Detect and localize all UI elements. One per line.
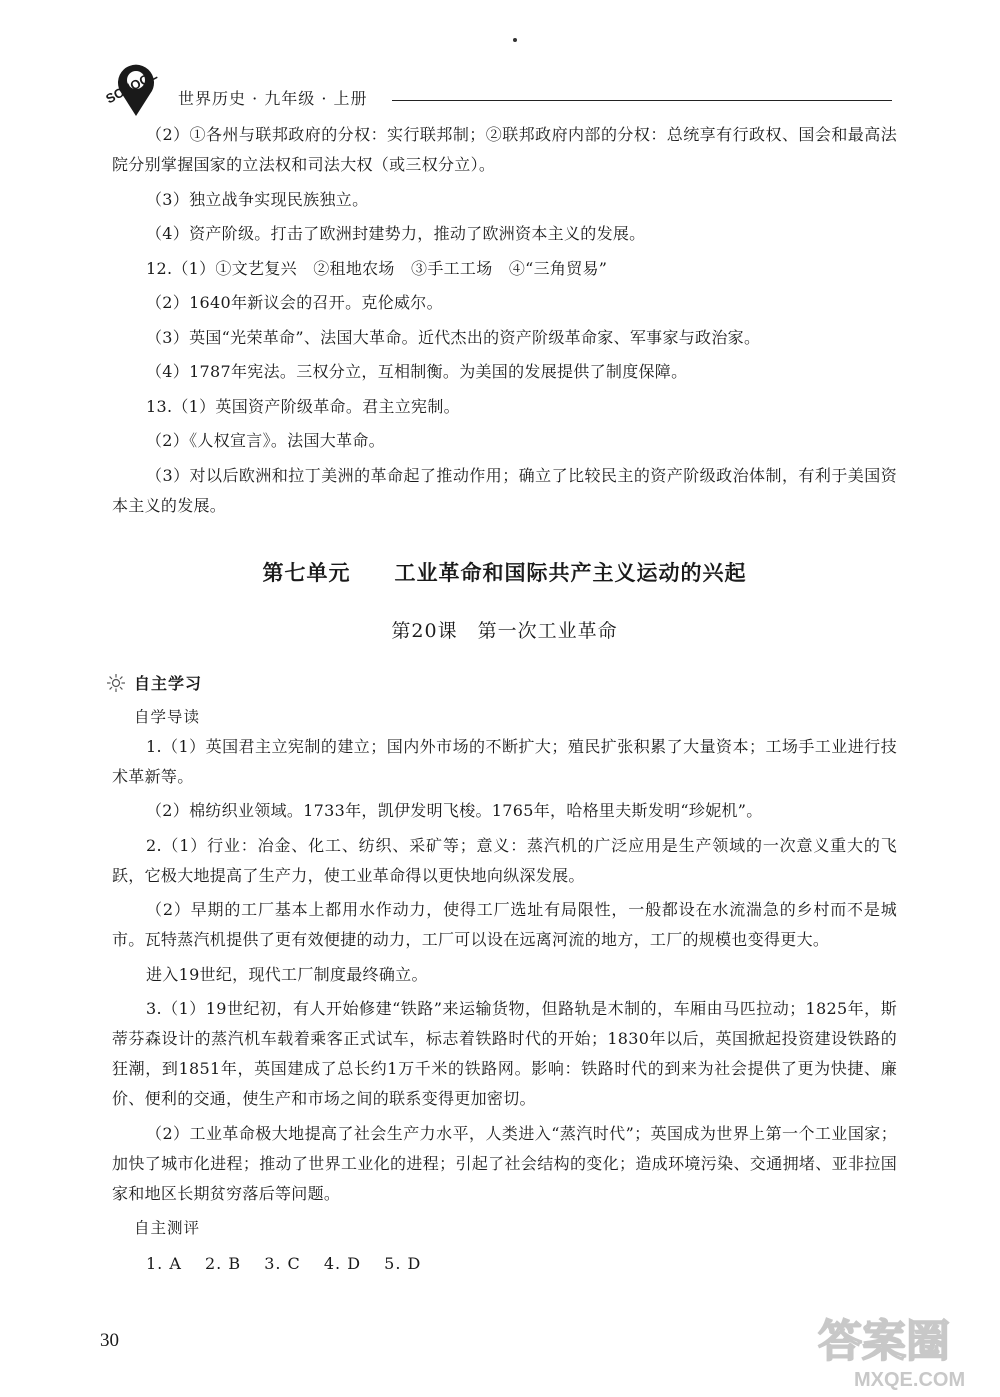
subheading-reading: 自学导读 — [134, 707, 201, 726]
answer-paragraph: 2.（1）行业：冶金、化工、纺织、采矿等；意义：蒸汽机的广泛应用是生产领域的一次意义重大的飞跃，它极大地提高了生产力，使工业革命得以更快地向纵深发展。 — [112, 835, 897, 885]
answer-paragraph: （2）早期的工厂基本上都用水作动力，使得工厂选址有局限性，一般都设在水流湍急的乡村而不是城市。瓦特蒸汽机提供了更有效便捷的动力，工厂可以设在远离河流的地方，工厂的规模也变得更大。 — [112, 900, 897, 949]
page-header — [100, 58, 900, 118]
logo-text: SCHOOL — [103, 67, 160, 107]
page-number: 30 — [100, 1330, 119, 1351]
running-title: 世界历史 · 九年级 · 上册 — [178, 89, 368, 108]
section-heading: 自主学习 — [134, 674, 203, 693]
school-logo-icon — [100, 58, 172, 118]
answer-paragraph: （4）1787年宪法。三权分立，互相制衡。为美国的发展提供了制度保障。 — [146, 362, 688, 381]
unit-title: 第七单元 工业革命和国际共产主义运动的兴起 — [262, 560, 747, 585]
sun-icon — [106, 673, 126, 693]
lesson-title: 第20课 第一次工业革命 — [391, 619, 618, 642]
answer-paragraph: （2）《人权宣言》。法国大革命。 — [146, 431, 385, 450]
watermark-logo — [810, 1308, 990, 1392]
page-content — [112, 120, 897, 1279]
answer-paragraph: 12.（1）①文艺复兴 ②租地农场 ③手工工场 ④“三角贸易” — [146, 258, 608, 278]
header-rule — [392, 100, 892, 101]
answers-line: 1. A 2. B 3. C 4. D 5. D — [146, 1254, 422, 1273]
answer-paragraph: （3）对以后欧洲和拉丁美洲的革命起了推动作用；确立了比较民主的资产阶级政治体制，有利于美国资本主义的发展。 — [112, 465, 897, 515]
section-header — [106, 668, 897, 698]
answer-paragraph: （3）独立战争实现民族独立。 — [146, 189, 369, 209]
watermark-url: MXQE.COM — [854, 1369, 966, 1391]
answer-paragraph: （2）1640年新议会的召开。克伦威尔。 — [146, 293, 443, 312]
answer-paragraph: （4）资产阶级。打击了欧洲封建势力，推动了欧洲资本主义的发展。 — [146, 224, 646, 243]
answer-paragraph: 3.（1）19世纪初，有人开始修建“铁路”来运输货物，但路轨是木制的，车厢由马匹拉动；1825年，斯蒂芬森设计的蒸汽机车载着乘客正式试车，标志着铁路时代的开始；1830年以后，英国掀起投资建设铁路的狂潮，到1851年，英国建成了总长约1万千米的铁路网。影响：铁路时代的到来为社会提供了更为快捷、廉价、便利的交通，使生产和市场之间的联系变得更加密切。 — [112, 999, 897, 1108]
answer-paragraph: 13.（1）英国资产阶级革命。君主立宪制。 — [146, 396, 460, 416]
answer-paragraph: 1.（1）英国君主立宪制的建立；国内外市场的不断扩大；殖民扩张积累了大量资本；工场手工业进行技术革新等。 — [112, 736, 897, 786]
subheading-test: 自主测评 — [134, 1219, 201, 1237]
scan-dot — [513, 38, 517, 42]
answer-paragraph: 进入19世纪，现代工厂制度最终确立。 — [146, 964, 428, 984]
answer-paragraph: （2）①各州与联邦政府的分权：实行联邦制；②联邦政府内部的分权：总统享有行政权、国会和最高法院分别掌握国家的立法权和司法大权（或三权分立）。 — [112, 125, 897, 174]
watermark-title: 答案圈 — [818, 1316, 950, 1367]
answer-paragraph: （2）工业革命极大地提高了社会生产力水平，人类进入“蒸汽时代”；英国成为世界上第一个工业国家；加快了城市化进程；推动了世界工业化的进程；引起了社会结构的变化；造成环境污染、交通拥堵、亚非拉国家和地区长期贫穷落后等问题。 — [112, 1123, 897, 1203]
answer-paragraph: （2）棉纺织业领域。1733年，凯伊发明飞梭。1765年，哈格里夫斯发明“珍妮机”。 — [146, 801, 763, 820]
answer-paragraph: （3）英国“光荣革命”、法国大革命。近代杰出的资产阶级革命家、军事家与政治家。 — [146, 327, 761, 347]
